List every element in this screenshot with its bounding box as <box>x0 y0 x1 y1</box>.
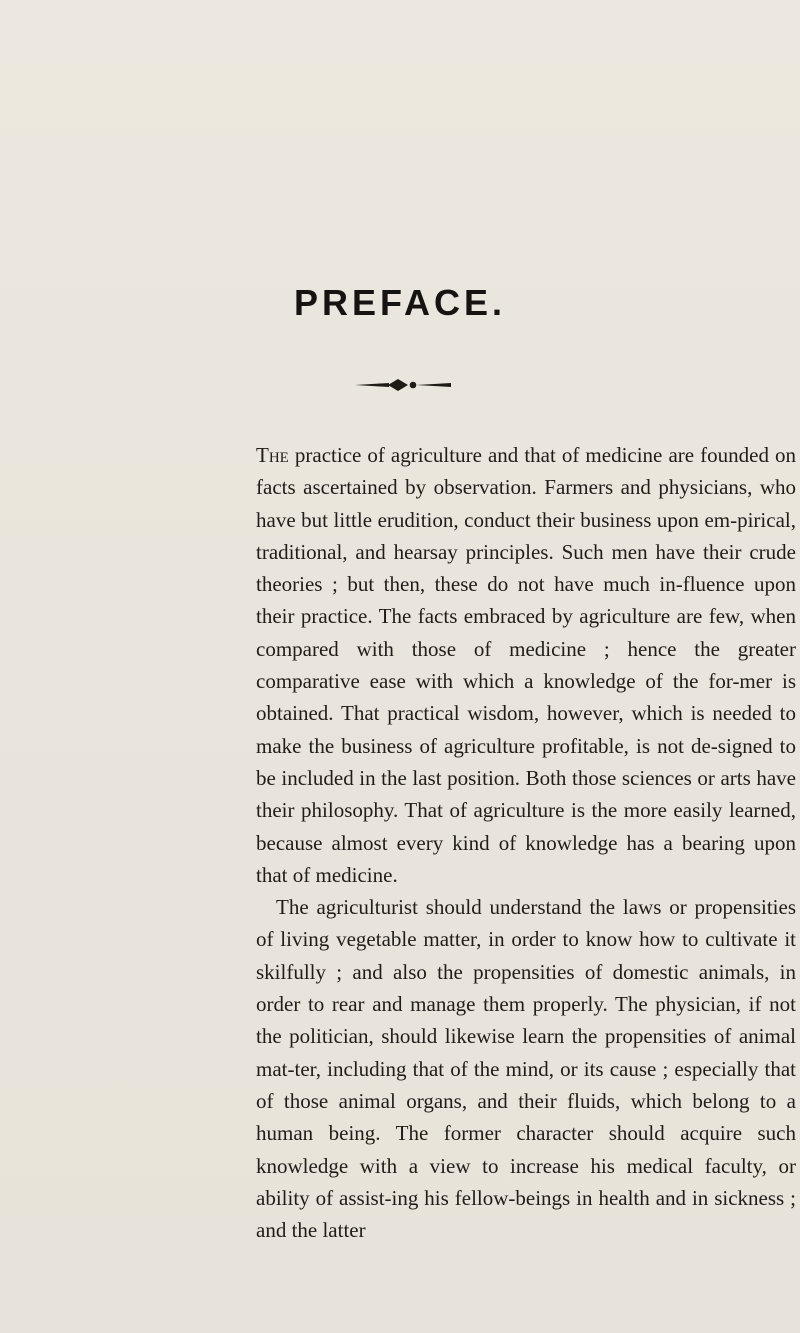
page-heading: PREFACE. <box>293 282 507 323</box>
paragraph-text: practice of agriculture and that of medicine are founded on facts ascertained by observation. Farmers and physicians, who have but little erudition, conduct their business upon em-pirical, traditional, and hearsay principles. Such men have their crude theories ; but then, these do not have much in-fluence upon their practice. The facts embraced by agriculture are few, when compared with those of medicine ; hence the greater comparative ease with which a knowledge of the for-mer is obtained. That practical wisdom, however, which is needed to make the business of agriculture profitable, is not de-signed to be included in the last position. Both those sciences or arts have their philosophy. That of agriculture is the more easily learned, because almost every kind of knowledge has a bearing upon that of medicine. <box>256 443 796 887</box>
decorative-rule-icon <box>349 378 459 392</box>
paragraph <box>256 439 796 891</box>
preface-body <box>256 439 796 1246</box>
paragraph-lead-word: The <box>256 443 289 467</box>
paragraph: The agriculturist should understand the laws or propensities of living vegetable matter, in order to know how to cultivate it skilfully ; and also the propensities of domestic animals, in order to rear and manage them properly. The physician, if not the politician, should likewise learn the propensities of animal mat-ter, including that of the mind, or its cause ; especially that of those animal organs, and their fluids, which belong to a human being. The former character should acquire such knowledge with a view to increase his medical faculty, or ability of assist-ing his fellow-beings in health and in sickness ; and the latter <box>256 895 796 1243</box>
